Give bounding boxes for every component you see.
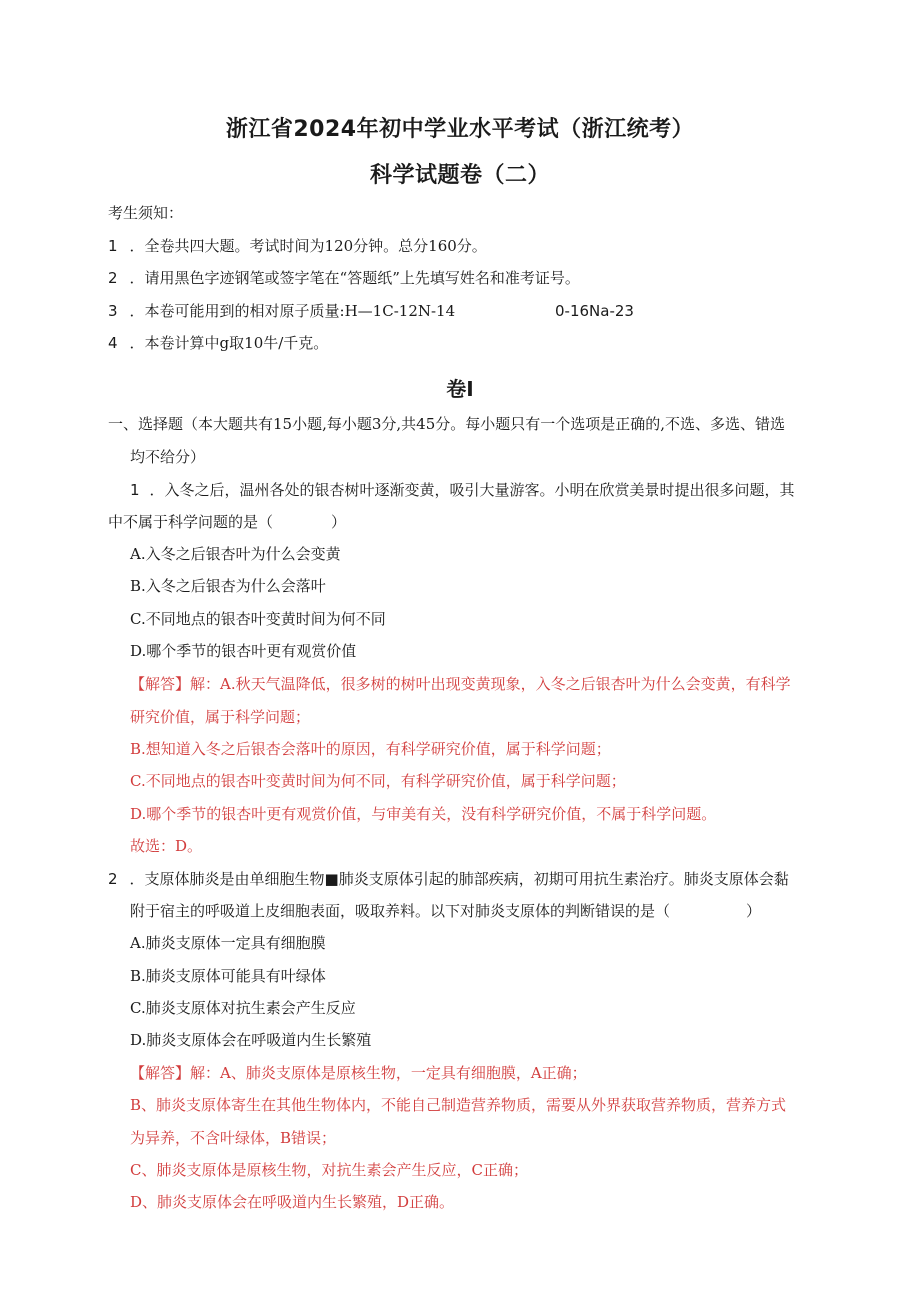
question-2-option-d: D.肺炎支原体会在呼吸道内生长繁殖 <box>130 1031 372 1049</box>
question-number: 2 <box>108 870 118 888</box>
question-2-answer-line: C、肺炎支原体是原核生物，对抗生素会产生反应，C正确； <box>130 1161 528 1179</box>
question-2-stem <box>108 869 789 889</box>
question-1-option-a: A.入冬之后银杏叶为什么会变黄 <box>130 545 341 563</box>
notice-item <box>108 268 580 288</box>
question-1-answer <box>130 674 791 694</box>
question-stem-text: ．支原体肺炎是由单细胞生物■肺炎支原体引起的肺部疾病，初期可用抗生素治疗。肺炎支原体会黏 <box>129 870 789 888</box>
notice-item-text: ．全卷共四大题。考试时间为120分钟。总分160分。 <box>129 237 487 255</box>
question-1-stem <box>130 480 795 500</box>
question-1-answer-line: 研究价值，属于科学问题； <box>130 708 311 726</box>
notice-item-text: ．请用黑色字迹钢笔或签字笔在“答题纸”上先填写姓名和准考证号。 <box>129 269 580 287</box>
question-2-answer-line: 为异养，不含叶绿体，B错误； <box>130 1129 337 1147</box>
exam-subtitle: 科学试题卷（二） <box>369 163 550 188</box>
notice-atomic-mass-extra: 0-16Na-23 <box>555 302 634 320</box>
notice-item-text: ．本卷计算中g取10牛/千克。 <box>129 334 329 352</box>
section-title: 卷I <box>446 377 474 401</box>
question-1-option-d: D.哪个季节的银杏叶更有观赏价值 <box>130 642 357 660</box>
question-stem-text: 附于宿主的呼吸道上皮细胞表面，吸取养料。以下对肺炎支原体的判断错误的是（ <box>130 902 671 920</box>
question-2-option-a: A.肺炎支原体一定具有细胞膜 <box>130 934 326 952</box>
question-stem-text: ．入冬之后，温州各处的银杏树叶逐渐变黄，吸引大量游客。小明在欣赏美景时提出很多问题，其 <box>149 481 795 499</box>
notice-heading: 考生须知： <box>108 204 184 222</box>
question-1-option-c: C.不同地点的银杏叶变黄时间为何不同 <box>130 610 386 628</box>
question-stem-close: ） <box>331 513 347 531</box>
answer-tag: 【解答】 <box>130 1064 191 1082</box>
notice-item-number: 1 <box>108 237 118 255</box>
exam-title: 浙江省2024年初中学业水平考试（浙江统考） <box>225 117 695 142</box>
question-1-answer-line: D.哪个季节的银杏叶更有观赏价值，与审美有关，没有科学研究价值，不属于科学问题。 <box>130 805 717 823</box>
part-one-heading: 一、选择题（本大题共有15小题,每小题3分,共45分。每小题只有一个选项是正确的,不选、多选、错选 <box>108 415 786 433</box>
notice-item-number: 3 <box>108 302 118 320</box>
notice-item <box>108 301 455 321</box>
answer-text: 解：A.秋天气温降低，很多树的树叶出现变黄现象，入冬之后银杏叶为什么会变黄，有科学 <box>190 675 791 693</box>
question-number: 1 <box>130 481 140 499</box>
question-1-option-b: B.入冬之后银杏为什么会落叶 <box>130 577 326 595</box>
part-one-heading-cont: 均不给分） <box>130 448 206 466</box>
answer-tag: 【解答】 <box>130 675 191 693</box>
question-2-option-c: C.肺炎支原体对抗生素会产生反应 <box>130 999 356 1017</box>
notice-item-number: 4 <box>108 334 118 352</box>
question-2-stem-cont <box>130 901 761 921</box>
question-2-option-b: B.肺炎支原体可能具有叶绿体 <box>130 967 326 985</box>
question-stem-text: 中不属于科学问题的是（ <box>108 513 274 531</box>
notice-item-text: ．本卷可能用到的相对原子质量:H—1C-12N-14 <box>129 302 456 320</box>
notice-item <box>108 236 487 256</box>
question-2-answer-line: B、肺炎支原体寄生在其他生物体内，不能自己制造营养物质，需要从外界获取营养物质，营养方式 <box>130 1096 787 1114</box>
notice-item <box>108 333 328 353</box>
notice-item-number: 2 <box>108 269 118 287</box>
question-stem-close: ） <box>746 902 762 920</box>
question-1-conclusion: 故选：D。 <box>130 837 203 855</box>
question-1-stem-cont <box>108 512 346 532</box>
question-2-answer <box>130 1063 587 1083</box>
question-1-answer-line: C.不同地点的银杏叶变黄时间为何不同，有科学研究价值，属于科学问题； <box>130 772 626 790</box>
question-1-answer-line: B.想知道入冬之后银杏会落叶的原因，有科学研究价值，属于科学问题； <box>130 740 611 758</box>
answer-text: 解：A、肺炎支原体是原核生物，一定具有细胞膜，A正确； <box>190 1064 587 1082</box>
question-2-answer-line: D、肺炎支原体会在呼吸道内生长繁殖，D正确。 <box>130 1193 455 1211</box>
